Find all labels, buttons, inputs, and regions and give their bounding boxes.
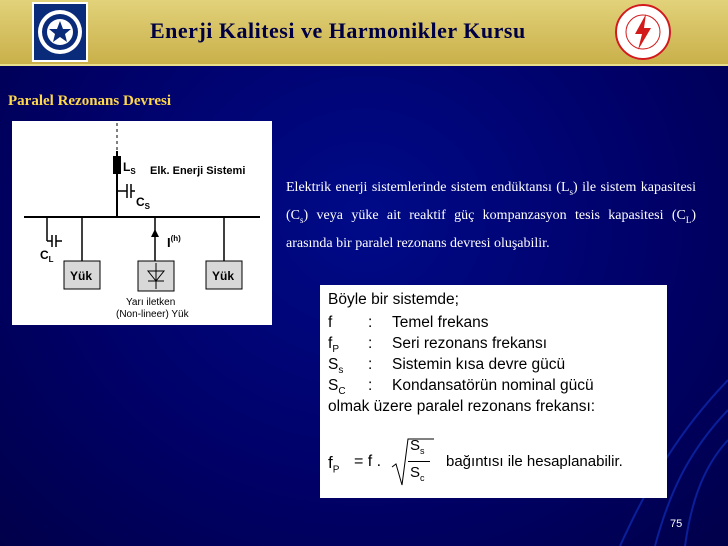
formula-outro: olmak üzere paralel rezonans frekansı:: [328, 398, 596, 415]
equation-equals: = f .: [354, 453, 382, 470]
load-left-label: Yük: [70, 269, 93, 283]
formula-panel: [320, 285, 667, 498]
header-bar: [0, 0, 728, 64]
ls-label: $L_S$: [123, 160, 136, 176]
equation-denominator: $S_c$: [410, 464, 425, 483]
body-paragraph: Elektrik enerji sistemlerinde sistem endüktansı $(L_s)$ ile sistem kapasitesi $(C_s)$ veya yüke ait reaktif güç kompanzasyon tesis kapasitesi $(C_L)$ arasında bir paralel rezonans devresi oluşabilir.: [286, 180, 696, 251]
equation-numerator: $S_s$: [410, 437, 425, 456]
current-arrow-icon: [151, 229, 159, 237]
cs-label: $C_S$: [136, 195, 151, 211]
power-system-label: Elk. Enerji Sistemi: [150, 165, 246, 177]
header-title: Enerji Kalitesi ve Harmonikler Kursu: [150, 18, 526, 43]
university-seal-icon: [32, 2, 88, 62]
semiconductor-label-line2: (Non-lineer) Yük: [116, 309, 189, 320]
formula-row: f : Temel frekans: [328, 314, 489, 331]
equation-lhs: $f_P$: [328, 453, 340, 476]
circuit-diagram: [12, 121, 272, 325]
resonance-equation: [328, 435, 663, 491]
formula-row: $f_P$ : Seri rezonans frekansı: [328, 335, 548, 356]
harmonic-current-label: $I^{(h)}$: [167, 234, 181, 250]
equation-tail: bağıntısı ile hesaplanabilir.: [446, 453, 623, 470]
load-right-label: Yük: [212, 269, 235, 283]
cl-label: $C_L$: [40, 248, 54, 264]
page-number: 75: [670, 518, 683, 530]
formula-intro: Böyle bir sistemde;: [328, 291, 459, 308]
fraction-bar: [408, 461, 430, 462]
system-inductor-symbol: [113, 156, 121, 174]
semiconductor-label-line1: Yarı iletken: [126, 297, 176, 308]
section-title: Paralel Rezonans Devresi: [8, 93, 172, 109]
header-divider: [0, 64, 728, 66]
formula-row: $S_C$ : Kondansatörün nominal gücü: [328, 377, 594, 398]
formula-row: $S_s$ : Sistemin kısa devre gücü: [328, 356, 566, 377]
teias-logo-icon: [613, 2, 673, 62]
